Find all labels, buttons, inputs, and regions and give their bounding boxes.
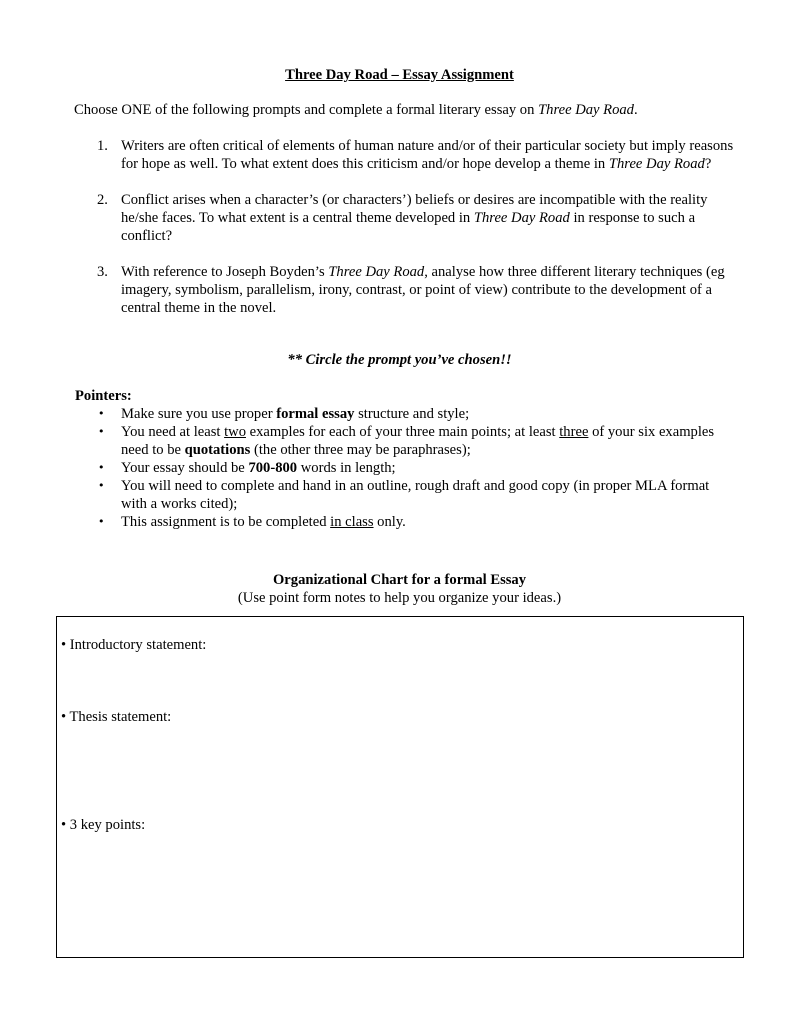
prompt-text-end: ?	[704, 156, 712, 172]
introductory-statement-field[interactable]: • Introductory statement:	[61, 637, 207, 653]
pointer-item-1	[98, 405, 738, 423]
prompt-list	[97, 137, 737, 335]
pointer-item-4	[98, 477, 738, 513]
org-chart-subtitle: (Use point form notes to help you organize your ideas.)	[237, 590, 562, 606]
prompt-text: Conflict arises when a character’s (or characters’) beliefs or desires are incompatible with the reality he/she faces. To what extent is a central theme developed in	[121, 192, 708, 226]
pointer-underline: three	[559, 424, 589, 440]
key-points-field[interactable]: • 3 key points:	[61, 817, 146, 833]
pointer-item-3	[98, 459, 738, 477]
prompt-book-title: Three Day Road	[608, 156, 705, 172]
prompt-number: 2.	[97, 192, 108, 208]
pointer-text: You will need to complete and hand in an outline, rough draft and good copy (in proper MLA format with a works cited);	[121, 478, 710, 512]
document-title: Three Day Road – Essay Assignment	[285, 67, 514, 83]
intro-book-title: Three Day Road	[538, 102, 634, 118]
intro-paragraph	[74, 101, 754, 119]
prompt-item-3	[97, 263, 737, 317]
pointer-text: Make sure you use proper	[121, 406, 277, 422]
pointer-text: This assignment is to be completed	[121, 514, 331, 530]
pointers-list	[98, 405, 738, 531]
prompt-item-1	[97, 137, 737, 173]
pointer-text-end: structure and style;	[354, 406, 470, 422]
bullet-icon: •	[98, 407, 105, 420]
pointer-bold: formal essay	[276, 406, 355, 422]
pointer-bold: 700-800	[248, 460, 298, 476]
org-chart-box	[56, 616, 744, 958]
circle-prompt-note: ** Circle the prompt you’ve chosen!!	[287, 352, 512, 368]
bullet-icon: •	[98, 425, 105, 438]
intro-end: .	[633, 102, 638, 118]
prompt-item-2	[97, 191, 737, 245]
bullet-icon: •	[98, 515, 105, 528]
pointer-text-end: only.	[373, 514, 406, 530]
intro-text: Choose ONE of the following prompts and complete a formal literary essay on	[74, 102, 539, 118]
pointer-text: of your six examples need to be	[121, 424, 715, 458]
prompt-text: With reference to Joseph Boyden’s	[121, 264, 329, 280]
prompt-number: 1.	[97, 138, 108, 154]
prompt-text: Writers are often critical of elements of human nature and/or of their particular society but imply reasons for hope as well. To what extent does this criticism and/or hope develop a theme in	[121, 138, 734, 172]
prompt-book-title: Three Day Road	[328, 264, 425, 280]
prompt-text-end: in response to such a conflict?	[121, 210, 696, 244]
pointer-bold: quotations	[184, 442, 251, 458]
pointer-underline: in class	[330, 514, 374, 530]
pointer-text: examples for each of your three main points; at least	[245, 424, 560, 440]
bullet-icon: •	[98, 461, 105, 474]
pointer-text: You need at least	[121, 424, 225, 440]
thesis-statement-field[interactable]: • Thesis statement:	[61, 709, 172, 725]
pointer-text: Your essay should be	[121, 460, 249, 476]
pointer-item-5	[98, 513, 738, 531]
pointer-underline: two	[224, 424, 246, 440]
prompt-number: 3.	[97, 264, 108, 280]
bullet-icon: •	[98, 479, 105, 492]
pointers-heading: Pointers:	[75, 388, 132, 404]
pointer-text-end: (the other three may be paraphrases);	[250, 442, 471, 458]
pointer-item-2	[98, 423, 738, 459]
prompt-book-title: Three Day Road	[473, 210, 570, 226]
prompt-text-end: , analyse how three different literary techniques (eg imagery, symbolism, parallelism, irony, contrast, or point of view) contribute to the development of a central theme in the novel.	[121, 264, 725, 316]
pointer-text-end: words in length;	[297, 460, 396, 476]
org-chart-title: Organizational Chart for a formal Essay	[272, 572, 527, 588]
